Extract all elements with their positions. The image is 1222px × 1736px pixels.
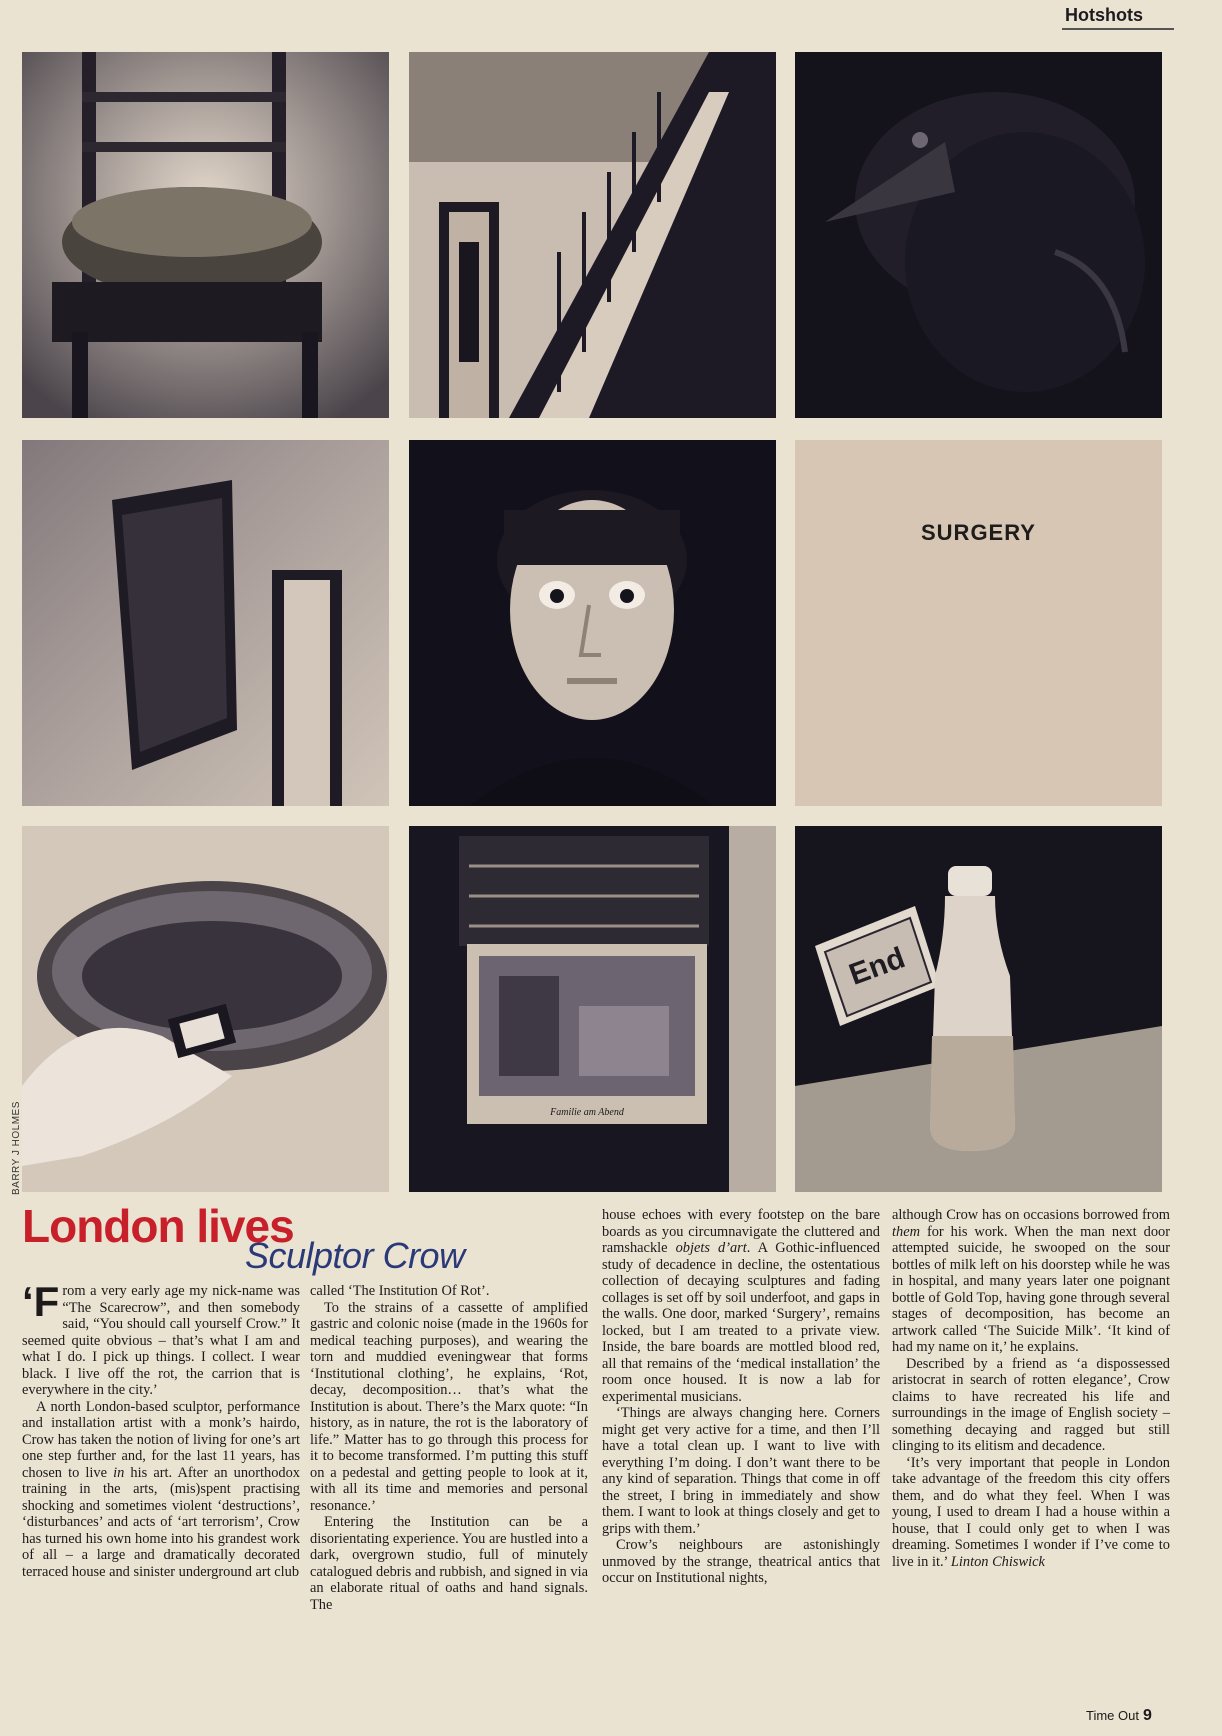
photo-wall-panel — [22, 440, 389, 806]
article-paragraph: called ‘The Institution Of Rot’. — [310, 1283, 490, 1299]
article-paragraph: ‘Things are always changing here. Corners might get very active for a time, and then I’ll have a total clean up. I want to live with everything I’m doing. I don’t want there to be any kind of separation. Things that come in off the street, I bring in immediately and show them. I want to look at things closely and get to grips with them.’ — [602, 1405, 880, 1537]
photo-crow-head — [795, 52, 1162, 418]
article-paragraph: To the strains of a cassette of amplified gastric and colonic noise (made in the 1960s for medical teaching purposes), and wearing the torn and muddied eveningwear that forms ‘Institutional clothing’, he explains, ‘Rot, decay, decomposition… that’s what the Institution is about. There’s the Marx quote: “In history, as in nature, the rot is the laboratory of life.” Matter has to go through this process for it to become transformed. I’m putting this stuff on a pedestal and getting people to look at it, with all its time and memories and personal resonance.’ — [310, 1299, 588, 1514]
photo-surgery-door — [795, 440, 1162, 806]
end-sign: End — [844, 941, 910, 992]
article-text: rom a very early age my nick-name was “The Scarecrow”, and then somebody said, “You should call yourself Crow.” It seemed quite obvious – that’s what I am and what I do. I pick up things. I collect. I wear black. I live off the rot, the carrion that is everywhere in the city.’ — [22, 1283, 300, 1398]
headline: London lives — [22, 1200, 294, 1252]
article-text-emphasis: objets d’art — [675, 1240, 747, 1256]
article-paragraph — [22, 1399, 300, 1581]
photo-hallway-staircase — [409, 52, 776, 418]
article-text: A north London-based sculptor, performance and installation artist with a monk’s hairdo, Crow has taken the notion of living for one’s art one step further and, for the last 11 years, has chosen to live — [22, 1398, 300, 1481]
article-column-1 — [22, 1278, 300, 1580]
drop-cap-quote: ‘ — [22, 1278, 34, 1325]
article-paragraph: Crow’s neighbours are astonishingly unmoved by the strange, theatrical antics that occur on Institutional nights, — [602, 1537, 880, 1586]
publication-name: Time Out — [1086, 1708, 1139, 1723]
article-paragraph — [892, 1455, 1170, 1571]
article-text: house echoes with every footstep on the bare boards as you circumnavigate the cluttered and ramshackle — [602, 1207, 880, 1256]
section-label: Hotshots — [1065, 5, 1143, 25]
article-text: ‘It’s very important that people in London take advantage of the freedom this city offers them, and do what they feel. When I was young, I used to dream I had a house within a house, that I could only get to when I was dreaming. Sometimes I wonder if I’ve come to live in it.’ — [892, 1454, 1170, 1570]
article-text: his art. After an unorthodox training in the arts, (mis)spent practising shocking and sometimes violent ‘destructions’, ‘disturbances’ and acts of ‘art terrorism’, Crow has turned his own home into his grandest work of all – a large and dramatically decorated terraced house and sinister underground art club — [22, 1464, 300, 1580]
article-paragraph: Described by a friend as ‘a dispossessed aristocrat in search of rotten elegance’, Crow claims to have recreated his life and surroundings in the image of English society – something decaying and ragged but still clinging to its elitism and decadence. — [892, 1355, 1170, 1454]
article-text: although Crow has on occasions borrowed from — [892, 1207, 1170, 1223]
article-paragraph — [22, 1278, 300, 1399]
article-text-emphasis: in — [113, 1464, 125, 1481]
article-column-3 — [602, 1207, 880, 1587]
article-paragraph: Entering the Institution can be a disorientating experience. You are hustled into a dark, overgrown studio, full of minutely catalogued debris and rubbish, and signed in via an elaborate ritual of oaths and hand signals. The — [310, 1514, 588, 1613]
article-column-2 — [310, 1283, 588, 1613]
photo-crow-portrait — [409, 440, 776, 806]
drop-cap — [22, 1278, 60, 1325]
article-text-emphasis: them — [892, 1223, 920, 1240]
byline: Linton Chiswick — [950, 1553, 1045, 1570]
article-column-4 — [892, 1207, 1170, 1570]
drop-cap-letter: F — [33, 1278, 60, 1325]
article-paragraph — [602, 1207, 880, 1405]
photo-credit: BARRY J HOLMES — [11, 1101, 22, 1195]
page-number: 9 — [1142, 1707, 1152, 1724]
article-paragraph — [892, 1207, 1170, 1356]
page-footer — [1086, 1706, 1198, 1726]
photo-milk-bottle — [795, 826, 1162, 1192]
article-text: for his work. When the man next door attempted suicide, he swooped on the sour bottles of milk left on his doorstep while he was in hospital, and many years later one poignant bottle of Gold Top, having gone through several stages of decomposition, has become an artwork called ‘The Suicide Milk’. ‘It kind of had my name on it,’ he explains. — [892, 1223, 1170, 1355]
surgery-sign: SURGERY — [921, 520, 1036, 545]
photo-nest-chair — [22, 52, 389, 418]
photo-poster-cabinet — [409, 826, 776, 1192]
subhead: Sculptor Crow — [245, 1235, 465, 1276]
poster-caption: Familie am Abend — [550, 1107, 624, 1118]
photo-hand-nest — [22, 826, 389, 1192]
header-rule — [1062, 28, 1174, 30]
article-text: . A Gothic-influenced study of decadence in decline, the ostentatious collection of decaying sculptures and fading collages is set off by soil underfoot, and gaps in the walls. One door, marked ‘Surgery’, remains locked, but I am treated to a private view. Inside, the bare boards are mottled blood red, all that remains of the ‘medical installation’ the room once housed. It is now a lab for experimental musicians. — [602, 1240, 880, 1405]
